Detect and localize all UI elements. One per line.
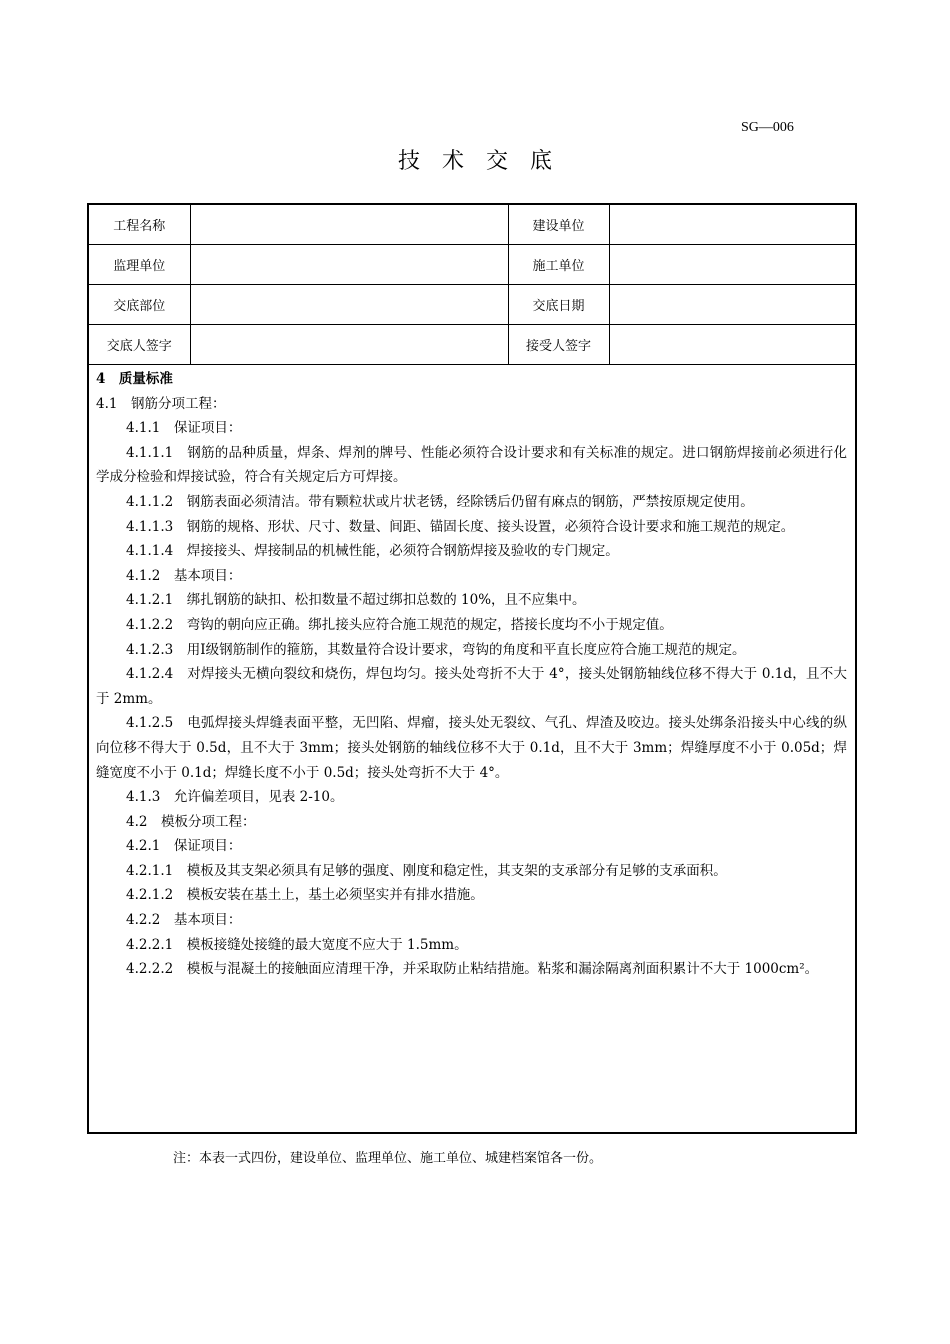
disclosure-date-field[interactable] (609, 285, 855, 325)
paragraph: 4.2 模板分项工程： (126, 813, 256, 830)
supervision-unit-field[interactable] (190, 245, 508, 285)
paragraph: 4.1.2.1 绑扎钢筋的缺扣、松扣数量不超过绑扣总数的 10%，且不应集中。 (126, 592, 586, 609)
paragraph: 4.1.1.3 钢筋的规格、形状、尺寸、数量、间距、锚固长度、接头设置，必须符合设计要求和施工规范的规定。 (126, 518, 795, 535)
content-body (96, 367, 847, 982)
document-title: 技术交底 (397, 149, 574, 174)
footnote: 注：本表一式四份，建设单位、监理单位、施工单位、城建档案馆各一份。 (173, 1151, 603, 1166)
section-heading: 4 质量标准 (96, 371, 173, 387)
paragraph: 4.1.2.2 弯钩的朝向应正确。绑扎接头应符合施工规范的规定，搭接长度均不小于规定值。 (126, 616, 673, 633)
field-label: 建设单位 (508, 205, 609, 245)
paragraph: 4.1.2.3 用Ⅰ级钢筋制作的箍筋，其数量符合设计要求，弯钩的角度和平直长度应符合施工规范的规定。 (126, 641, 746, 658)
field-label: 监理单位 (89, 245, 190, 285)
paragraph: 4.1.2.5 电弧焊接头焊缝表面平整，无凹陷、焊瘤，接头处无裂纹、气孔、焊渣及咬边。接头处绑条沿接头中心线的纵向位移不得大于 0.5d，且不大于 3mm；接头处钢筋的轴线位移不大于 0.1d，且不大于 3mm；焊缝厚度不小于 0.05d；焊缝宽度不小于 0.1d；焊缝长度不小于 0.5d；接头处弯折不大于 4°。 (96, 715, 847, 781)
disclosure-location-field[interactable] (190, 285, 508, 325)
paragraph: 4.1.1.1 钢筋的品种质量，焊条、焊剂的牌号、性能必须符合设计要求和有关标准的规定。进口钢筋焊接前必须进行化学成分检验和焊接试验，符合有关规定后方可焊接。 (96, 444, 847, 486)
discloser-signature-field[interactable] (190, 325, 508, 365)
field-label: 接受人签字 (508, 325, 609, 365)
info-table (89, 205, 855, 365)
field-label: 施工单位 (508, 245, 609, 285)
field-label: 交底人签字 (89, 325, 190, 365)
construction-owner-field[interactable] (609, 205, 855, 245)
paragraph: 4.1 钢筋分项工程： (96, 395, 226, 412)
info-row (89, 245, 855, 285)
paragraph: 4.2.1.1 模板及其支架必须具有足够的强度、刚度和稳定性，其支架的支承部分有足够的支承面积。 (126, 862, 727, 879)
paragraph: 4.2.1.2 模板安装在基土上，基土必须坚实并有排水措施。 (126, 887, 484, 904)
field-label: 工程名称 (89, 205, 190, 245)
paragraph: 4.1.2.4 对焊接头无横向裂纹和烧伤，焊包均匀。接头处弯折不大于 4°，接头处钢筋轴线位移不得大于 0.1d，且不大于 2mm。 (96, 666, 847, 707)
field-label: 交底部位 (89, 285, 190, 325)
paragraph: 4.1.1.4 焊接接头、焊接制品的机械性能，必须符合钢筋焊接及验收的专门规定。 (126, 543, 619, 560)
paragraph: 4.1.1 保证项目： (126, 420, 242, 437)
info-row (89, 205, 855, 245)
disclosure-form (87, 203, 857, 1134)
contractor-field[interactable] (609, 245, 855, 285)
receiver-signature-field[interactable] (609, 325, 855, 365)
paragraph: 4.2.2.1 模板接缝处接缝的最大宽度不应大于 1.5mm。 (126, 936, 468, 953)
paragraph: 4.2.2.2 模板与混凝土的接触面应清理干净，并采取防止粘结措施。粘浆和漏涂隔离剂面积累计不大于 1000cm²。 (126, 961, 819, 978)
info-row (89, 325, 855, 365)
paragraph: 4.1.1.2 钢筋表面必须清洁。带有颗粒状或片状老锈，经除锈后仍留有麻点的钢筋，严禁按原规定使用。 (126, 493, 754, 510)
paragraph: 4.2.1 保证项目： (126, 838, 242, 855)
paragraph: 4.2.2 基本项目： (126, 912, 242, 929)
paragraph: 4.1.3 允许偏差项目，见表 2-10。 (126, 789, 344, 806)
document-code: SG—006 (741, 120, 794, 135)
field-label: 交底日期 (508, 285, 609, 325)
project-name-field[interactable] (190, 205, 508, 245)
paragraph: 4.1.2 基本项目： (126, 567, 242, 584)
info-row (89, 285, 855, 325)
